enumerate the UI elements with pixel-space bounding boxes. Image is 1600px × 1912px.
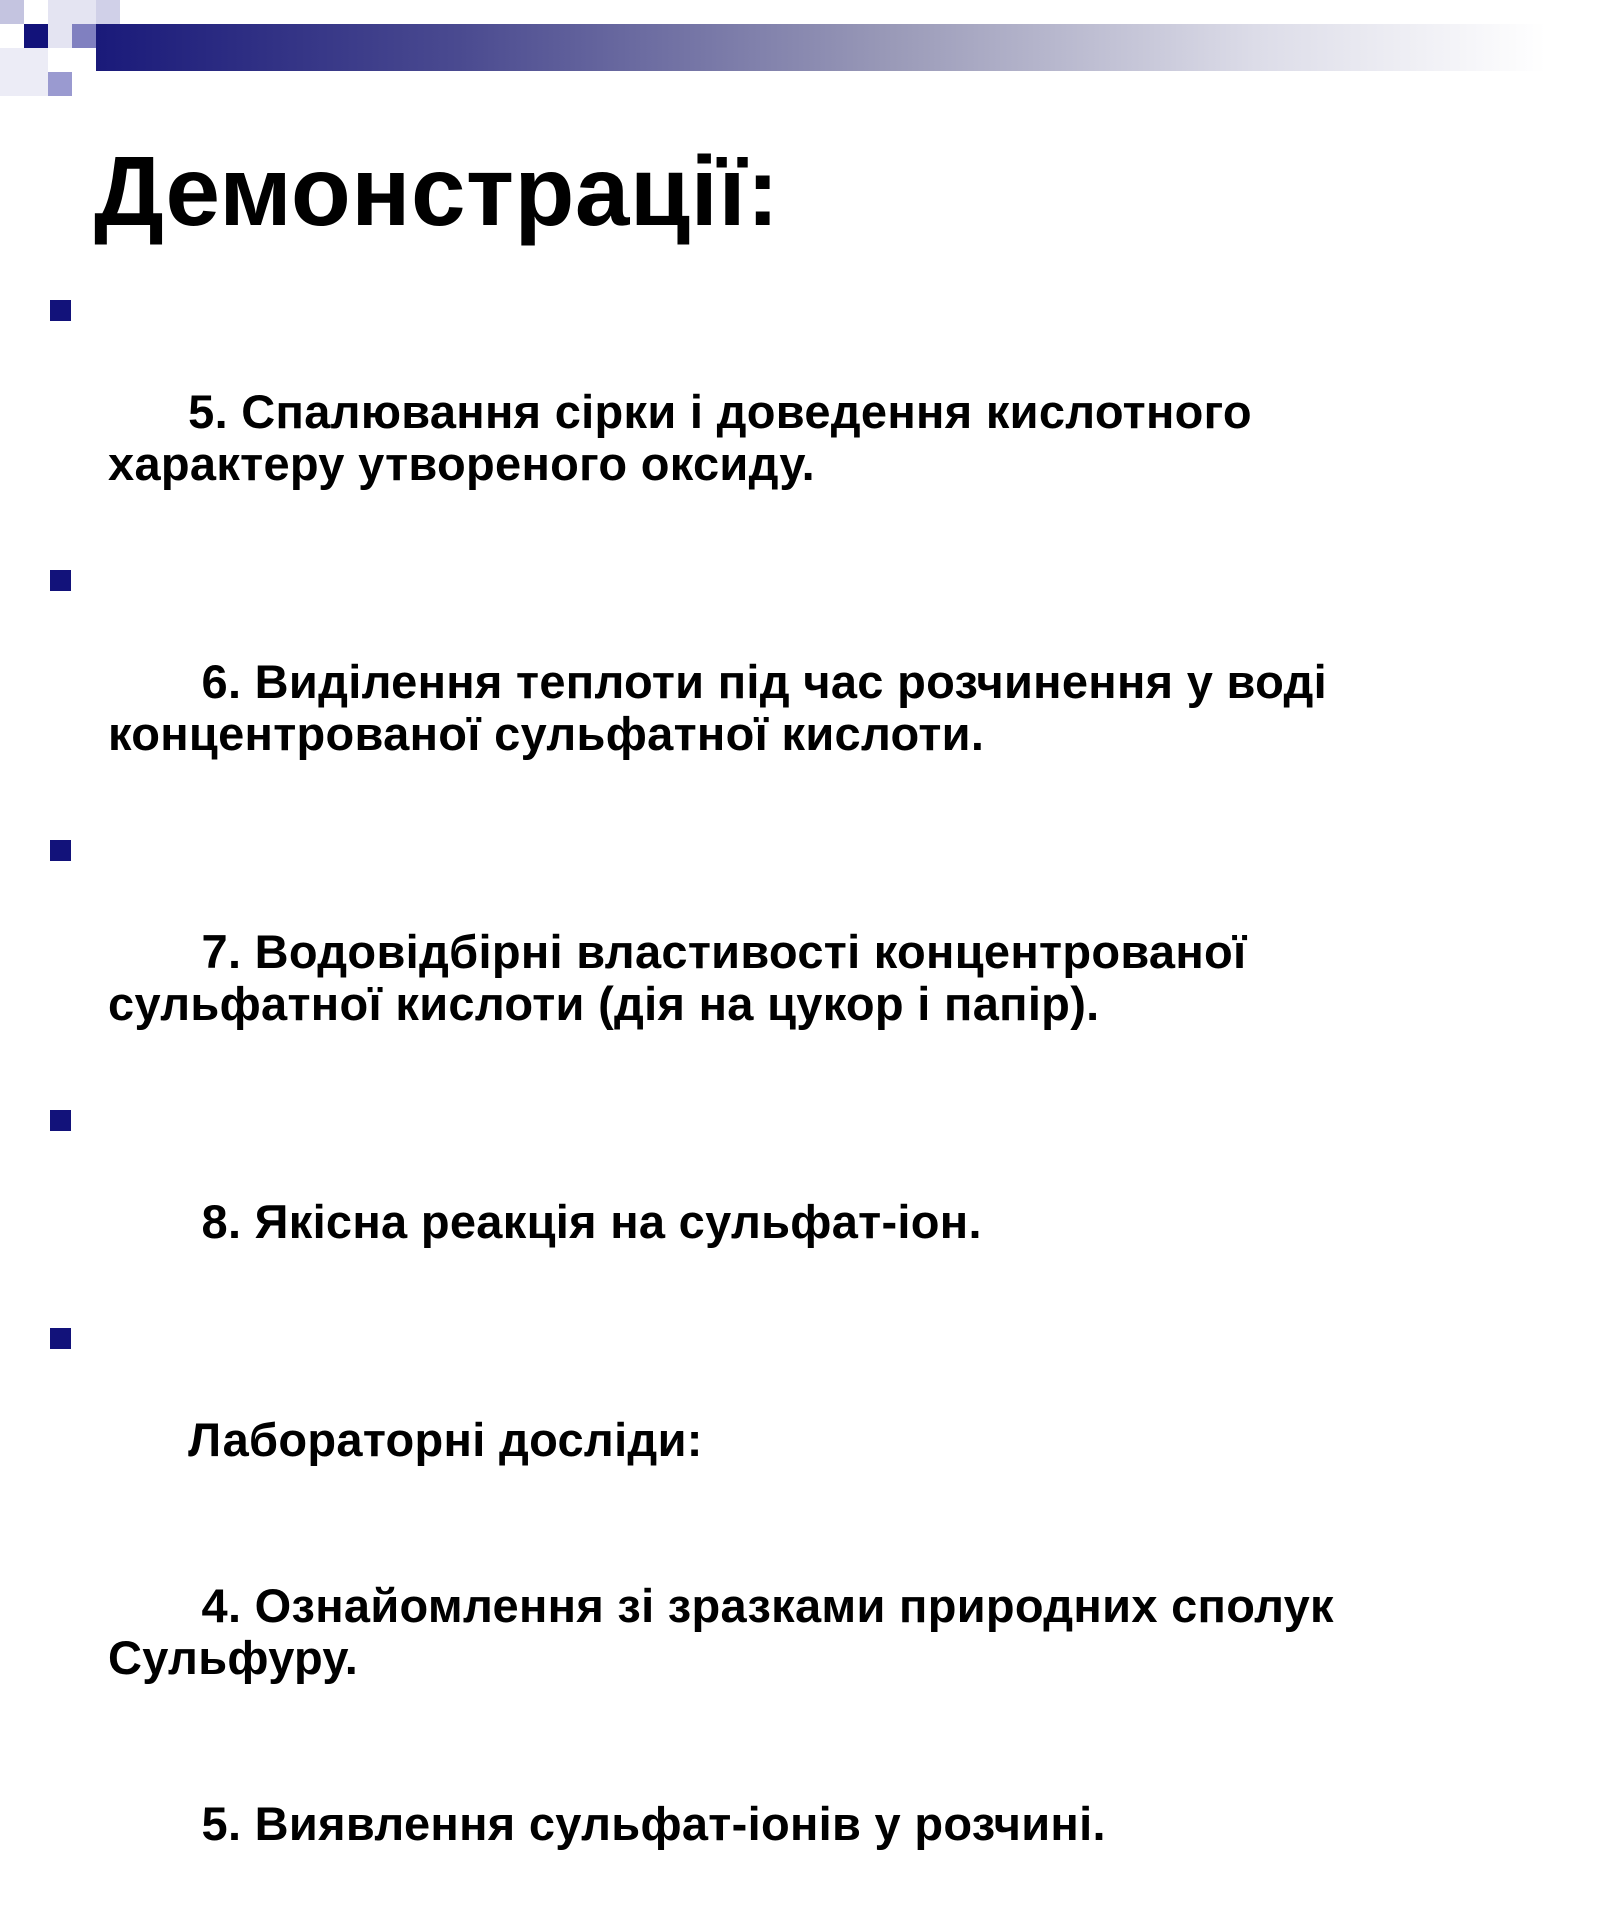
list-item-text: 7. Водовідбірні властивості концентрованої сульфатної кислоти (дія на цукор і папір). <box>108 925 1260 1030</box>
list-item-text: 5. Виявлення сульфат-іонів у розчині. <box>188 1797 1106 1850</box>
list-item-text: 8. Якісна реакція на сульфат-іон. <box>188 1195 982 1248</box>
list-item <box>0 1746 1600 1902</box>
square-bullet-icon <box>50 1110 71 1131</box>
header-square <box>48 72 72 96</box>
square-bullet-icon <box>50 300 71 321</box>
list-item <box>0 1092 1600 1300</box>
square-bullet-icon <box>50 1328 71 1349</box>
list-item <box>0 552 1600 812</box>
list-item <box>0 282 1600 542</box>
square-bullet-icon <box>50 840 71 861</box>
list-item-text: 6. Виділення теплоти під час розчинення у воді концентрованої сульфатної кислоти. <box>108 655 1341 760</box>
header-square <box>96 0 120 24</box>
list-item-text: Лабораторні досліди: <box>188 1413 703 1466</box>
list-item-text: 5. Спалювання сірки і доведення кислотного характеру утвореного оксиду. <box>108 385 1266 490</box>
slide-content <box>0 282 1600 1912</box>
header-gradient-bar <box>96 24 1546 71</box>
header-square <box>0 0 24 24</box>
list-item <box>0 1528 1600 1736</box>
list-item <box>0 822 1600 1082</box>
slide-title: Демонстрації: <box>94 136 780 246</box>
header-square <box>0 48 48 96</box>
header-square <box>24 24 48 48</box>
list-item <box>0 1310 1600 1518</box>
list-item-text: 4. Ознайомлення зі зразками природних сполук Сульфуру. <box>108 1579 1348 1684</box>
square-bullet-icon <box>50 570 71 591</box>
